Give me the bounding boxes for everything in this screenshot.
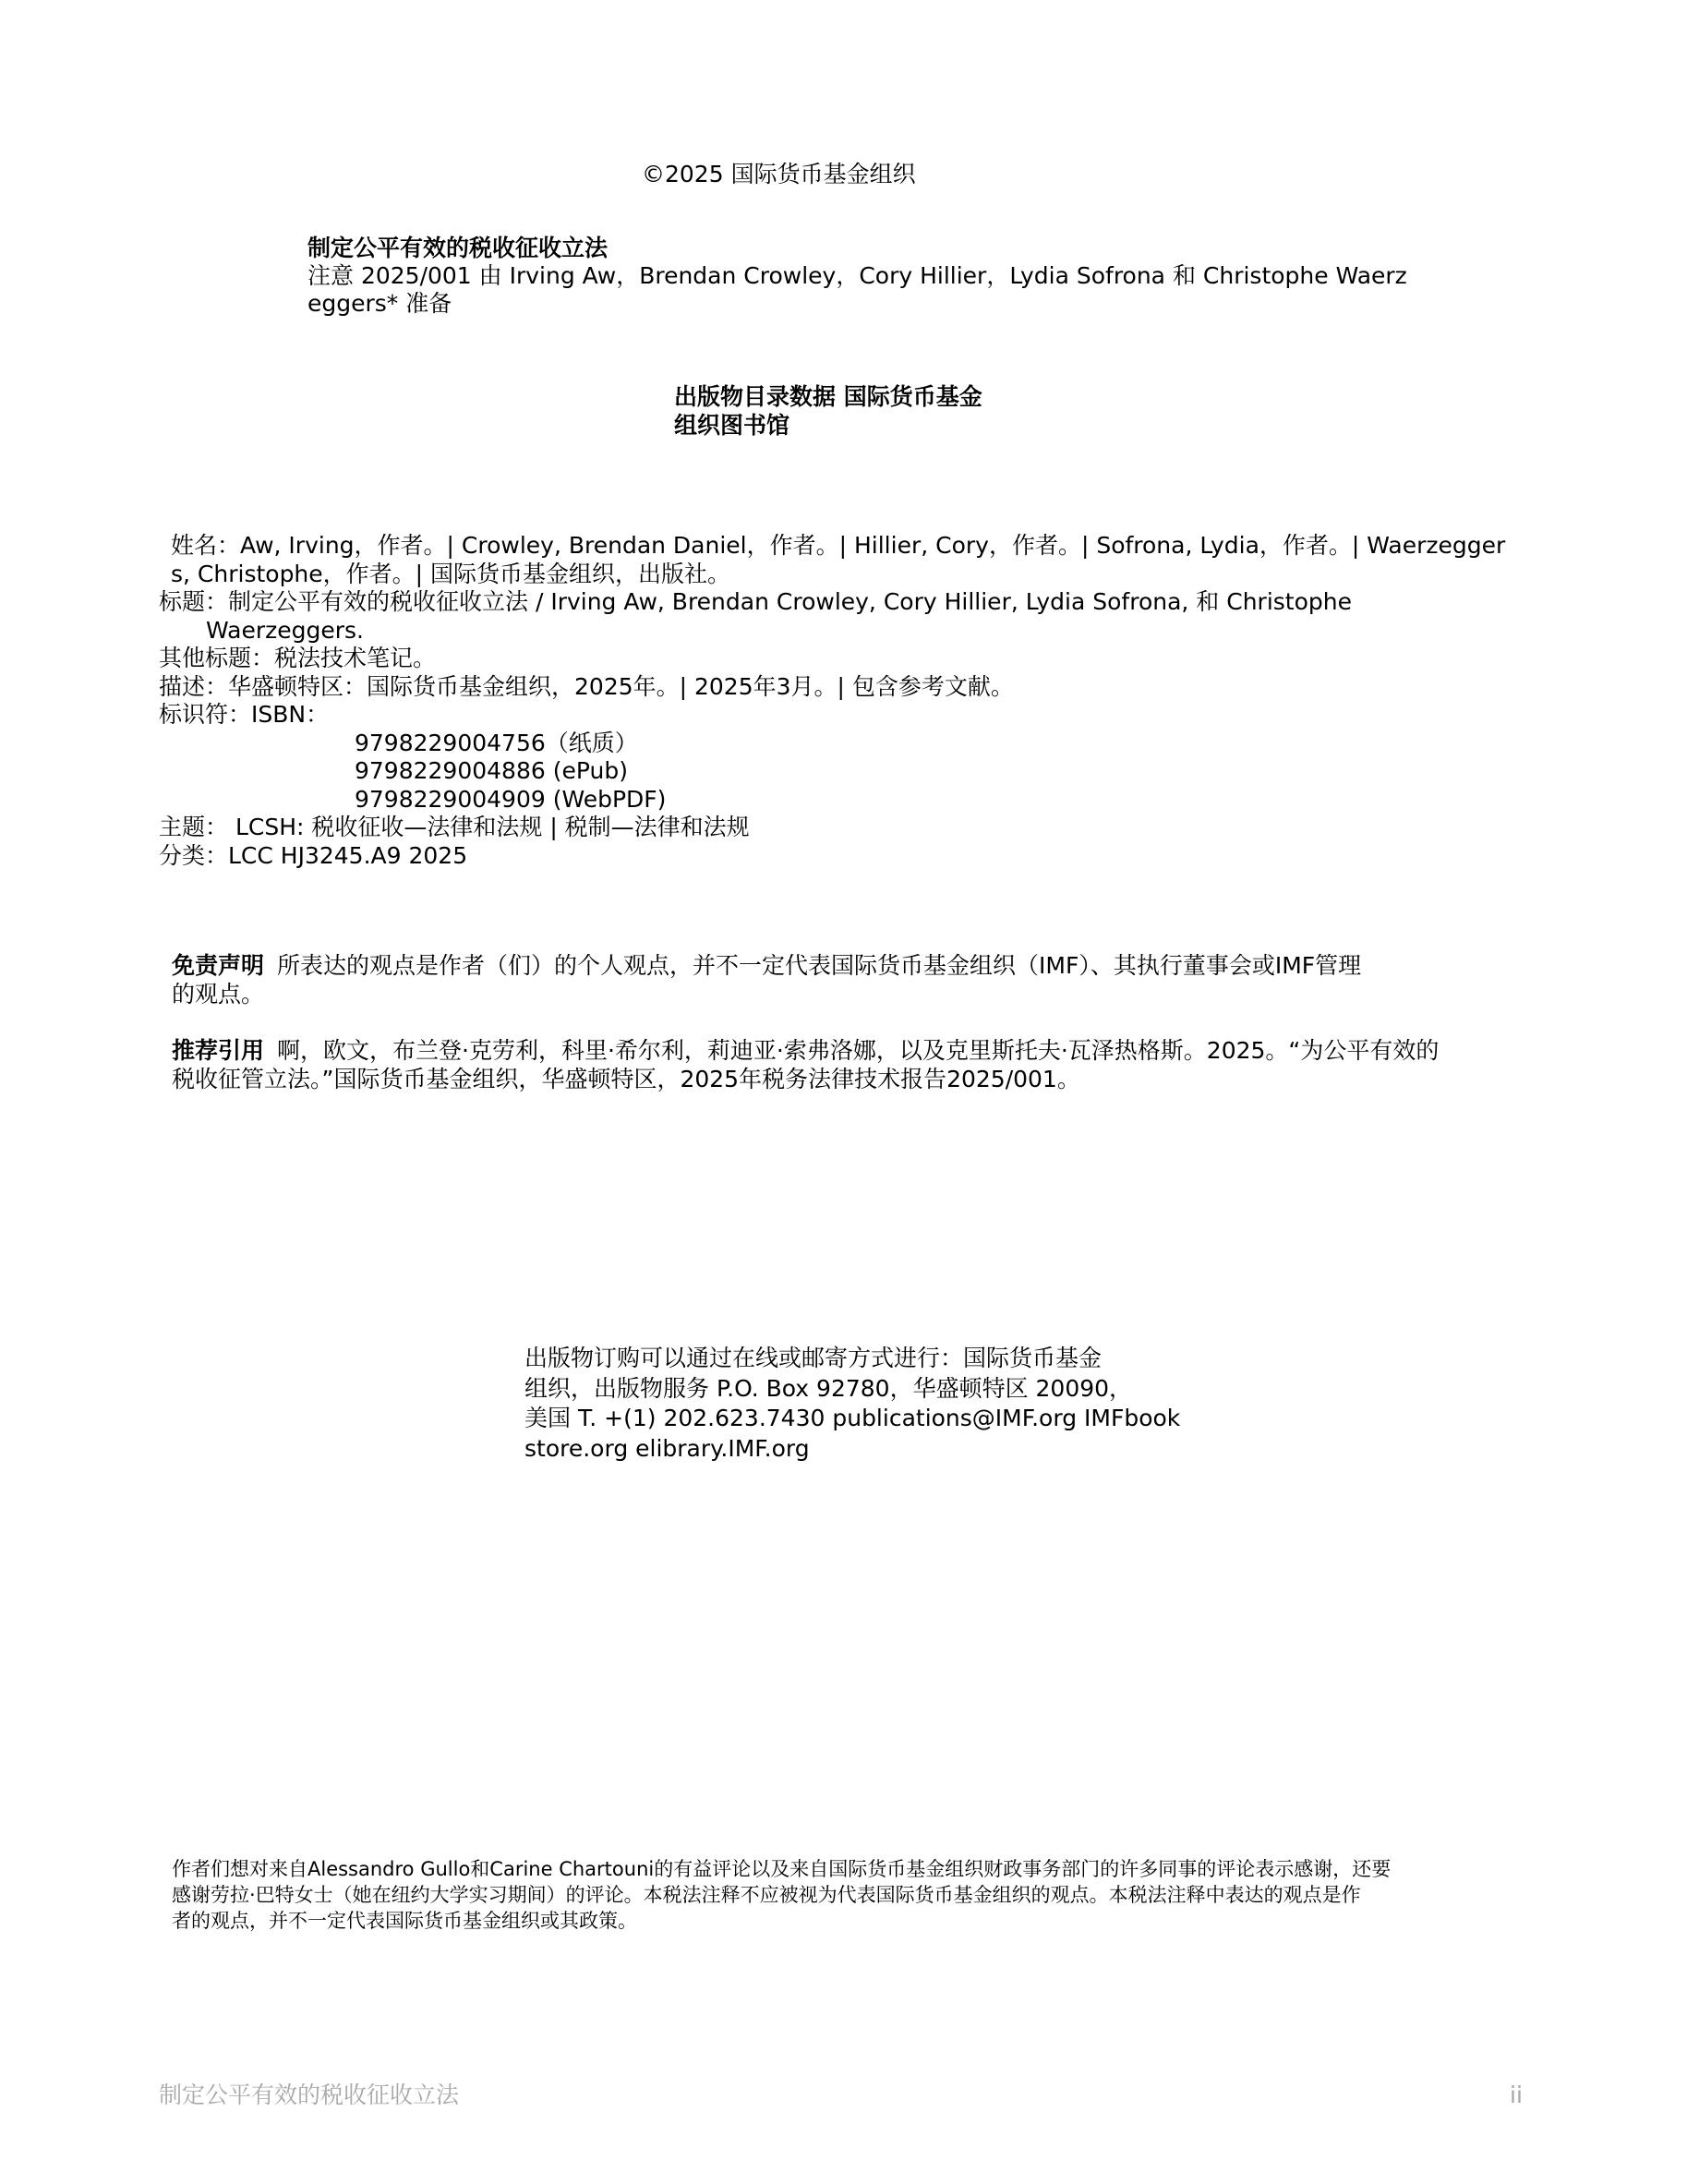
cip-names: 姓名：Aw, Irving，作者。| Crowley, Brendan Daniel，作者。| Hillier, Cory，作者。| Sofrona, Lydia，作者。| Waerzegger (171, 532, 1506, 559)
ordering-line: 美国 T. +(1) 202.623.7430 publications@IMF.org IMFbook (524, 1405, 1181, 1431)
disclaimer-block (172, 951, 1538, 1008)
cip-description: 描述：华盛顿特区：国际货币基金组织，2025年。| 2025年3月。| 包含参考文献。 (159, 672, 1014, 700)
citation-label: 推荐引用 (172, 1037, 265, 1064)
disclaimer-label: 免责声明 (172, 952, 265, 979)
note-author-line: 注意 2025/001 由 Irving Aw，Brendan Crowley，Cory Hillier，Lydia Sofrona 和 Christophe Waerz (307, 262, 1407, 289)
acknowledgment-line: 作者们想对来自Alessandro Gullo和Carine Chartouni的有益评论以及来自国际货币基金组织财政事务部门的许多同事的评论表示感谢，还要 (172, 1858, 1392, 1880)
cip-isbn: 9798229004756（纸质） (355, 729, 638, 756)
citation-text: 啊，欧文，布兰登·克劳利，科里·希尔利，莉迪亚·索弗洛娜，以及克里斯托夫·瓦泽热格斯。2025。“为公平有效的 (277, 1037, 1440, 1064)
cip-isbn: 9798229004886 (ePub) (355, 757, 628, 784)
ordering-line: 组织，出版物服务 P.O. Box 92780，华盛顿特区 20090， (524, 1374, 1133, 1402)
cip-title: 标题：制定公平有效的税收征收立法 / Irving Aw, Brendan Crowley, Cory Hillier, Lydia Sofrona, 和 Christophe (159, 588, 1352, 615)
cip-heading-line: 出版物目录数据 国际货币基金 (674, 383, 982, 410)
ordering-info (524, 1344, 1189, 1464)
acknowledgment-block (172, 1856, 1548, 1934)
cip-identifiers: 标识符：ISBN： (159, 701, 330, 728)
copyright-line: ©2025 国际货币基金组织 (642, 161, 916, 187)
cip-other-titles: 其他标题：税法技术笔记。 (159, 645, 437, 671)
cip-heading-line: 组织图书馆 (674, 412, 790, 439)
footer-page-number: ii (1510, 2081, 1523, 2108)
note-author-line: eggers* 准备 (307, 290, 452, 317)
cip-data-block (159, 532, 1525, 870)
acknowledgment-line: 者的观点，并不一定代表国际货币基金组织或其政策。 (172, 1910, 637, 1932)
ordering-line: store.org elibrary.IMF.org (524, 1434, 810, 1462)
cip-names-cont: s, Christophe，作者。| 国际货币基金组织，出版社。 (171, 560, 731, 587)
ordering-line: 出版物订购可以通过在线或邮寄方式进行：国际货币基金 (524, 1345, 1103, 1371)
acknowledgment-line: 感谢劳拉·巴特女士（她在纽约大学实习期间）的评论。本税法注释不应被视为代表国际货币基金组织的观点。本税法注释中表达的观点是作 (172, 1884, 1361, 1906)
disclaimer-text: 所表达的观点是作者（们）的个人观点，并不一定代表国际货币基金组织（IMF）、其执行董事会或IMF管理 (277, 952, 1362, 979)
cip-heading (674, 382, 982, 440)
citation-block (172, 1036, 1538, 1093)
citation-text-cont: 税收征管立法。”国际货币基金组织，华盛顿特区，2025年税务法律技术报告2025/001。 (172, 1066, 1080, 1092)
note-title: 制定公平有效的税收征收立法 (307, 235, 609, 261)
cip-title-cont: Waerzeggers. (206, 616, 364, 644)
note-block (307, 235, 1407, 318)
cip-classification: 分类：LCC HJ3245.A9 2025 (159, 841, 468, 869)
cip-subjects: 主题： LCSH: 税收征收—法律和法规 | 税制—法律和法规 (159, 814, 750, 840)
disclaimer-text-cont: 的观点。 (172, 981, 265, 1008)
cip-isbn: 9798229004909 (WebPDF) (355, 785, 667, 813)
footer-title: 制定公平有效的税收征收立法 (159, 2081, 460, 2108)
